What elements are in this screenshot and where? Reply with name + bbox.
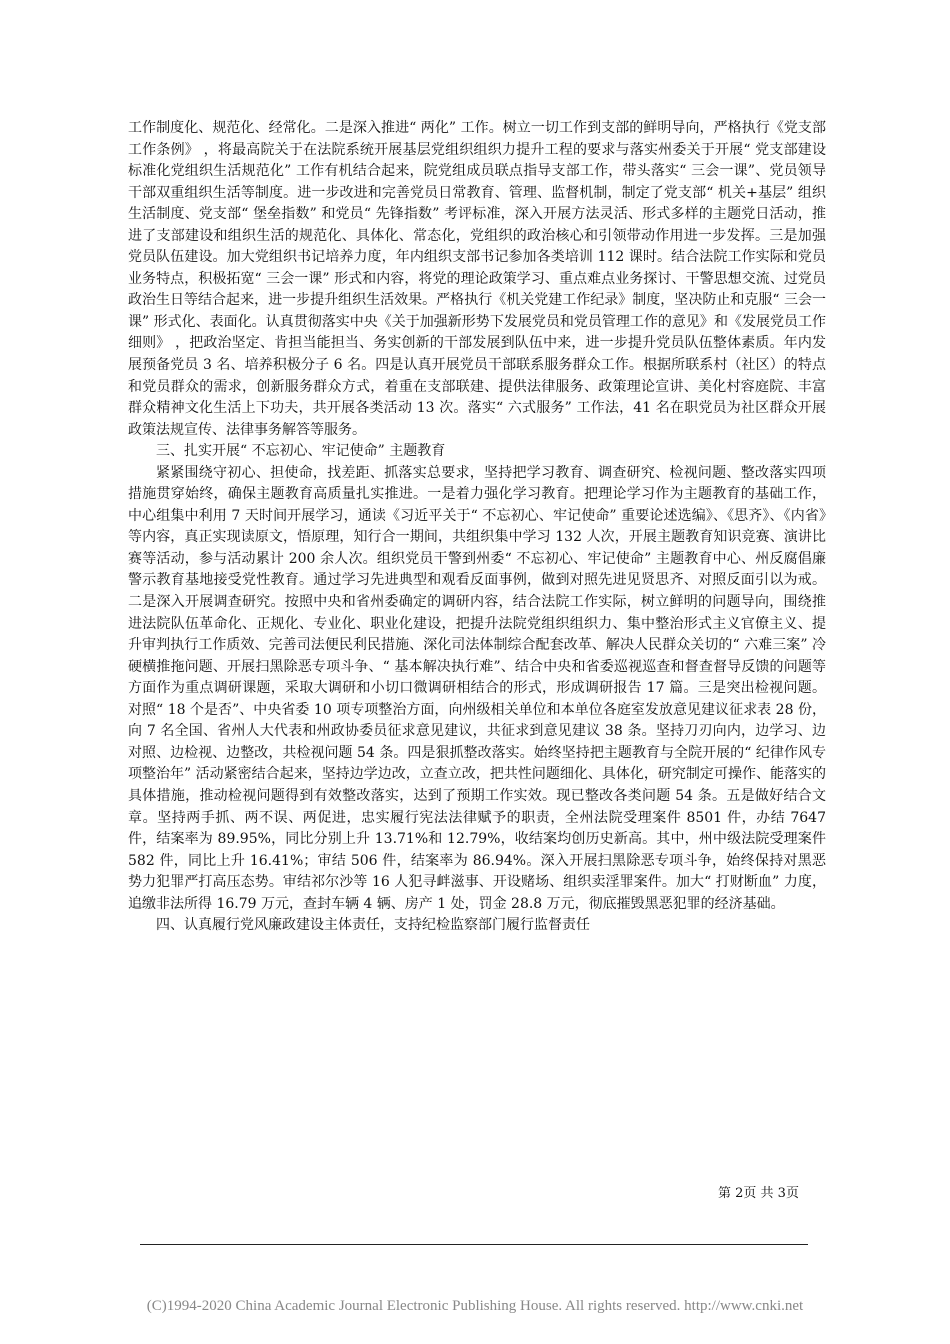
body-paragraph-2: 紧紧围绕守初心、担使命，找差距、抓落实总要求，坚持把学习教育、调查研究、检视问题、整改落实四项措施贯穿始终，确保主题教育高质量扎实推进。一是着力强化学习教育。把理论学习作为主题教育的基础工作，中心组集中利用 7 天时间开展学习，通读《习近平关于“ 不忘初心、牢记使命” 重要论述选编》、《思齐》、《内省》等内容，真正实现读原文，悟原理，知行合一期间，共组织集中学习 132 人次，开展主题教育知识竞赛、演讲比赛等活动，参与活动累计 200 余人次。组织党员干警到州委“ 不忘初心、牢记使命” 主题教育中心、州反腐倡廉警示教育基地接受党性教育。通过学习先进典型和观看反面事例，做到对照先进见贤思齐、对照反面引以为戒。二是深入开展调查研究。按照中央和省州委确定的调研内容，结合法院工作实际，树立鲜明的问题导向，围绕推进法院队伍革命化、正规化、专业化、职业化建设，把提升法院党组织组织力、集中整治形式主义官僚主义、提升审判执行工作质效、完善司法便民利民措施、深化司法体制综合配套改革、解决人民群众关切的“ 六难三案” 冷硬横推拖问题、开展扫黑除恶专项斗争、“ 基本解决执行难”、结合中央和省委巡视巡查和督查督导反馈的问题等方面作为重点调研课题，采取大调研和小切口微调研相结合的形式，形成调研报告 17 篇。三是突出检视问题。对照“ 18 个是否”、中央省委 10 项专项整治方面，向州级相关单位和本单位各庭室发放意见建议征求表 28 份，向 7 名全国、省州人大代表和州政协委员征求意见建议，共征求到意见建议 38 条。坚持刀刃向内，边学习、边对照、边检视、边整改，共检视问题 54 条。四是狠抓整改落实。始终坚持把主题教育与全院开展的“ 纪律作风专项整治年” 活动紧密结合起来，坚持边学边改，立查立改，把共性问题细化、具体化，研究制定可操作、能落实的具体措施，推动检视问题得到有效整改落实，达到了预期工作实效。现已整改各类问题 54 条。五是做好结合文章。坚持两手抓、两不误、两促进，忠实履行宪法法律赋予的职责，全州法院受理案件 8501 件，办结 7647 件，结案率为 89.95%，同比分别上升 13.71%和 12.79%，收结案均创历史新高。其中，州中级法院受理案件 582 件，同比上升 16.41%；审结 506 件，结案率为 86.94%。深入开展扫黑除恶专项斗争，始终保持对黑恶势力犯罪严打高压态势。审结祁尔沙等 16 人犯寻衅滋事、开设赌场、组织卖淫罪案件。加大“ 打财断血” 力度，追缴非法所得 16.79 万元，查封车辆 4 辆、房产 1 处，罚金 28.8 万元，彻底摧毁黑恶犯罪的经济基础。 (128, 464, 826, 912)
body-paragraph-1: 工作制度化、规范化、经常化。二是深入推进“ 两化” 工作。树立一切工作到支部的鲜明导向，严格执行《党支部工作条例》 ，将最高院关于在法院系统开展基层党组织组织力提升工程的要求与落实州委关于开展“ 党支部建设标准化党组织生活规范化” 工作有机结合起来，院党组成员联点指导支部工作，带头落实“ 三会一课”、党员领导干部双重组织生活等制度。进一步改进和完善党员日常教育、管理、监督机制，制定了党支部“ 机关+基层” 组织生活制度、党支部“ 堡垒指数” 和党员“ 先锋指数” 考评标准，深入开展方法灵活、形式多样的主题党日活动，推进了支部建设和组织生活的规范化、具体化、常态化，党组织的政治核心和引领带动作用进一步发挥。三是加强党员队伍建设。加大党组织书记培养力度，年内组织支部书记参加各类培训 112 课时。结合法院工作实际和党员业务特点，积极拓宽“ 三会一课” 形式和内容，将党的理论政策学习、重点难点业务探讨、干警思想交流、过党员政治生日等结合起来，进一步提升组织生活效果。严格执行《机关党建工作纪录》制度，坚决防止和克服“ 三会一课” 形式化、表面化。认真贯彻落实中央《关于加强新形势下发展党员和党员管理工作的意见》和《发展党员工作细则》 ，把政治坚定、肯担当能担当、务实创新的干部发展到队伍中来，进一步提升党员队伍整体素质。年内发展预备党员 3 名、培养积极分子 6 名。四是认真开展党员干部联系服务群众工作。根据所联系村（社区）的特点和党员群众的需求，创新服务群众方式，着重在支部联建、提供法律服务、政策理论宣讲、美化村容庭院、丰富群众精神文化生活上下功夫，共开展各类活动 13 次。落实“ 六式服务” 工作法，41 名在职党员为社区群众开展政策法规宣传、法律事务解答等服务。 (128, 120, 826, 438)
document-body (128, 118, 826, 937)
section-heading-3: 三、扎实开展“ 不忘初心、牢记使命” 主题教育 (156, 443, 446, 460)
copyright-notice: (C)1994-2020 China Academic Journal Electronic Publishing House. All rights reserved. http://www.cnki.net (146, 1298, 804, 1314)
section-heading-4: 四、认真履行党风廉政建设主体责任，支持纪检监察部门履行监督责任 (156, 917, 590, 934)
page-number: 第 2页 共 3页 (718, 1186, 799, 1201)
footer-divider (140, 1244, 808, 1245)
